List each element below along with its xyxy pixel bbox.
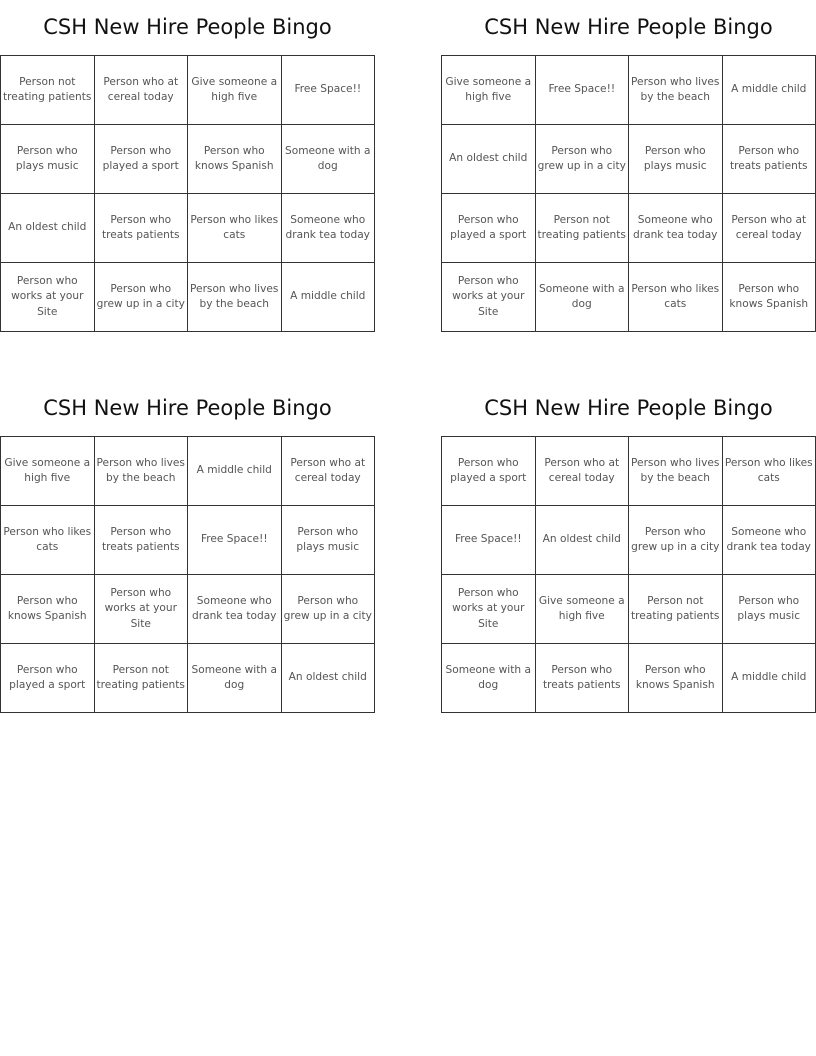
bingo-card-1 xyxy=(0,0,375,332)
bingo-grid xyxy=(0,436,375,713)
bingo-cell: Person who plays music xyxy=(1,125,95,194)
bingo-cell: Person who likes cats xyxy=(722,437,816,506)
card-title: CSH New Hire People Bingo xyxy=(484,15,773,39)
free-space-cell: Free Space!! xyxy=(188,506,282,575)
bingo-cell: Person who likes cats xyxy=(629,263,723,332)
bingo-card-4 xyxy=(441,381,816,713)
bingo-cell: Someone with a dog xyxy=(535,263,629,332)
bingo-cell: Person who played a sport xyxy=(442,437,536,506)
grid-row xyxy=(442,644,816,713)
bingo-cell: Person who likes cats xyxy=(188,194,282,263)
bingo-cell: Person who treats patients xyxy=(94,506,188,575)
bingo-cell: Person who grew up in a city xyxy=(94,263,188,332)
bingo-cell: Person who treats patients xyxy=(94,194,188,263)
bingo-cell: Person who treats patients xyxy=(722,125,816,194)
card-title: CSH New Hire People Bingo xyxy=(43,396,332,420)
bingo-cell: Person who works at your Site xyxy=(94,575,188,644)
free-space-cell: Free Space!! xyxy=(442,506,536,575)
grid-row xyxy=(442,263,816,332)
bingo-cell: Person who likes cats xyxy=(1,506,95,575)
bingo-cell: A middle child xyxy=(722,644,816,713)
grid-row xyxy=(1,56,375,125)
bingo-cell: An oldest child xyxy=(442,125,536,194)
free-space-cell: Free Space!! xyxy=(535,56,629,125)
bingo-cell: Person who plays music xyxy=(629,125,723,194)
bingo-cell: Person who grew up in a city xyxy=(629,506,723,575)
bingo-cell: Person who knows Spanish xyxy=(188,125,282,194)
bingo-cell: Person who played a sport xyxy=(1,644,95,713)
grid-row xyxy=(1,644,375,713)
grid-row xyxy=(442,194,816,263)
bingo-cell: Give someone a high five xyxy=(1,437,95,506)
bingo-cell: Person not treating patients xyxy=(535,194,629,263)
bingo-cell: A middle child xyxy=(188,437,282,506)
bingo-cell: Person who at cereal today xyxy=(281,437,375,506)
grid-row xyxy=(442,575,816,644)
bingo-cell: An oldest child xyxy=(281,644,375,713)
bingo-cell: Person who knows Spanish xyxy=(629,644,723,713)
card-title: CSH New Hire People Bingo xyxy=(43,15,332,39)
bingo-cell: Person who works at your Site xyxy=(442,575,536,644)
grid-row xyxy=(1,437,375,506)
bingo-card-2 xyxy=(441,0,816,332)
bingo-cell: Person who lives by the beach xyxy=(94,437,188,506)
bingo-cell: Person not treating patients xyxy=(1,56,95,125)
grid-row xyxy=(1,194,375,263)
bingo-grid xyxy=(0,55,375,332)
bingo-cell: Person who knows Spanish xyxy=(1,575,95,644)
card-title: CSH New Hire People Bingo xyxy=(484,396,773,420)
bingo-cell: Someone who drank tea today xyxy=(188,575,282,644)
bingo-cell: Person who at cereal today xyxy=(722,194,816,263)
bingo-cell: Person who played a sport xyxy=(94,125,188,194)
grid-row xyxy=(1,575,375,644)
bingo-cell: Person who plays music xyxy=(722,575,816,644)
grid-row xyxy=(442,437,816,506)
bingo-cell: Person not treating patients xyxy=(629,575,723,644)
bingo-cell: Someone with a dog xyxy=(188,644,282,713)
bingo-cell: A middle child xyxy=(281,263,375,332)
bingo-cell: Person who played a sport xyxy=(442,194,536,263)
bingo-cell: Person who at cereal today xyxy=(535,437,629,506)
bingo-cell: Person who at cereal today xyxy=(94,56,188,125)
bingo-cell: Give someone a high five xyxy=(535,575,629,644)
bingo-cell: An oldest child xyxy=(535,506,629,575)
grid-row xyxy=(1,263,375,332)
bingo-cell: Person who lives by the beach xyxy=(629,56,723,125)
bingo-cell: Someone with a dog xyxy=(442,644,536,713)
bingo-cell: Someone who drank tea today xyxy=(281,194,375,263)
bingo-cell: Person who lives by the beach xyxy=(629,437,723,506)
bingo-grid xyxy=(441,55,816,332)
bingo-cell: Someone who drank tea today xyxy=(722,506,816,575)
bingo-grid xyxy=(441,436,816,713)
bingo-cell: Person who knows Spanish xyxy=(722,263,816,332)
bingo-cell: Person not treating patients xyxy=(94,644,188,713)
grid-row xyxy=(442,125,816,194)
grid-row xyxy=(1,506,375,575)
bingo-cell: Person who plays music xyxy=(281,506,375,575)
bingo-cell: Someone who drank tea today xyxy=(629,194,723,263)
bingo-cell: Give someone a high five xyxy=(188,56,282,125)
bingo-cell: A middle child xyxy=(722,56,816,125)
free-space-cell: Free Space!! xyxy=(281,56,375,125)
bingo-cell: Person who treats patients xyxy=(535,644,629,713)
bingo-cell: An oldest child xyxy=(1,194,95,263)
grid-row xyxy=(442,506,816,575)
grid-row xyxy=(1,125,375,194)
bingo-cell: Give someone a high five xyxy=(442,56,536,125)
bingo-cell: Person who works at your Site xyxy=(1,263,95,332)
bingo-cell: Person who grew up in a city xyxy=(535,125,629,194)
bingo-cell: Person who lives by the beach xyxy=(188,263,282,332)
bingo-cell: Person who works at your Site xyxy=(442,263,536,332)
grid-row xyxy=(442,56,816,125)
bingo-cell: Person who grew up in a city xyxy=(281,575,375,644)
bingo-cell: Someone with a dog xyxy=(281,125,375,194)
bingo-card-3 xyxy=(0,381,375,713)
